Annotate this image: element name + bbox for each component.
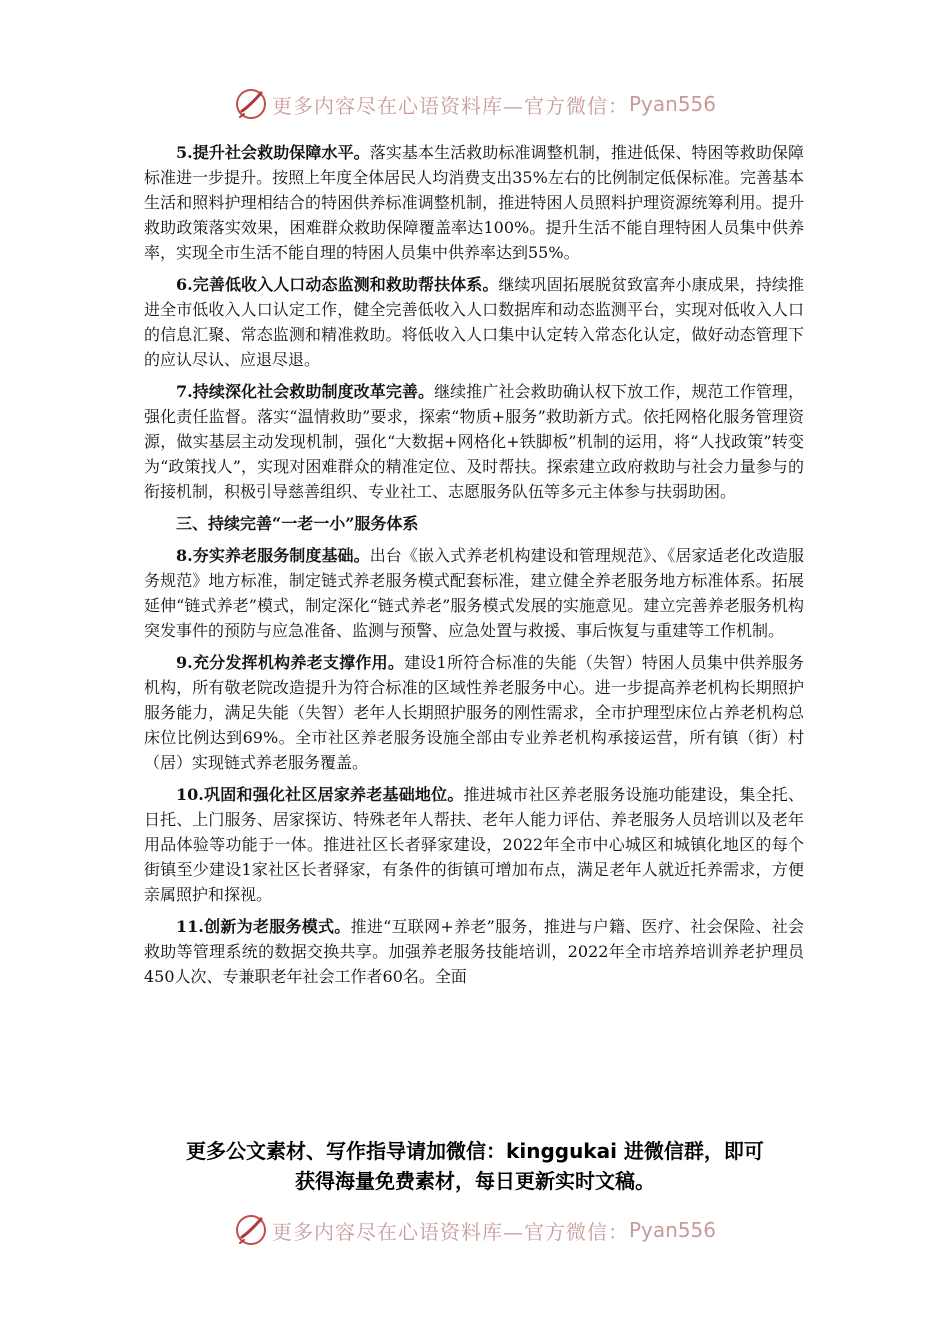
paragraph-text: 推进“互联网+养老”服务，推进与户籍、医疗、社会保险、社会救助等管理系统的数据交换共享。加强养老服务技能培训，2022年全市培养培训养老护理员450人次、专兼职老年社会工作者60名。全面 (144, 917, 804, 986)
footer-notice (130, 1136, 820, 1196)
paragraph-lead: 8.夯实养老服务制度基础。 (176, 546, 370, 565)
watermark-wechat-id: Pyan556 (628, 1218, 716, 1242)
paragraph-text: 继续推广社会救助确认权下放工作，规范工作管理，强化责任监督。落实“温情救助”要求，探索“物质+服务”救助新方式。依托网格化服务管理资源，做实基层主动发现机制，强化“大数据+网格化+铁脚板”机制的运用，将“人找政策”转变为“政策找人”，实现对困难群众的精准定位、及时帮扶。探索建立政府救助与社会力量参与的衔接机制，积极引导慈善组织、专业社工、志愿服务队伍等多元主体参与扶弱助困。 (144, 382, 804, 501)
paragraph-6 (144, 272, 804, 372)
paragraph-text: 推进城市社区养老服务设施功能建设，集全托、日托、上门服务、居家探访、特殊老年人帮扶、老年人能力评估、养老服务人员培训以及老年用品体验等功能于一体。推进社区长者驿家建设，2022年全市中心城区和城镇化地区的每个街镇至少建设1家社区长者驿家，有条件的街镇可增加布点，满足老年人就近托养需求，方便亲属照护和探视。 (144, 785, 804, 904)
section-heading: 三、持续完善“一老一小”服务体系 (176, 514, 419, 533)
paragraph-lead: 7.持续深化社会救助制度改革完善。 (176, 382, 435, 401)
watermark-text: 更多内容尽在心语资料库—官方微信： (271, 1219, 629, 1244)
paragraph-lead: 5.提升社会救助保障水平。 (176, 143, 370, 162)
paragraph-11 (144, 914, 804, 989)
paragraph-lead: 6.完善低收入人口动态监测和救助帮扶体系。 (176, 275, 499, 294)
paragraph-lead: 10.巩固和强化社区居家养老基础地位。 (176, 785, 464, 804)
paragraph-8 (144, 543, 804, 643)
watermark-header (0, 86, 950, 122)
paragraph-text: 落实基本生活救助标准调整机制，推进低保、特困等救助保障标准进一步提升。按照上年度全体居民人均消费支出35%左右的比例制定低保标准。完善基本生活和照料护理相结合的特困供养标准调整机制，推进特困人员照料护理资源统筹利用。提升救助政策落实效果，困难群众救助保障覆盖率达100%。提升生活不能自理特困人员集中供养率，实现全市生活不能自理的特困人员集中供养率达到55%。 (144, 143, 804, 262)
paragraph-lead: 9.充分发挥机构养老支撑作用。 (176, 653, 405, 672)
document-body (144, 140, 804, 996)
pen-logo-icon (234, 87, 268, 121)
paragraph-5 (144, 140, 804, 265)
footer-notice-line-2: 获得海量免费素材，每日更新实时文稿。 (295, 1169, 655, 1193)
paragraph-7 (144, 379, 804, 504)
watermark-text: 更多内容尽在心语资料库—官方微信： (271, 93, 629, 118)
paragraph-text: 出台《嵌入式养老机构建设和管理规范》、《居家适老化改造服务规范》地方标准，制定链式养老服务模式配套标准，建立健全养老服务地方标准体系。拓展延伸“链式养老”模式，制定深化“链式养老”服务模式发展的实施意见。建立完善养老服务机构突发事件的预防与应急准备、监测与预警、应急处置与救援、事后恢复与重建等工作机制。 (144, 546, 804, 640)
paragraph-lead: 11.创新为老服务模式。 (176, 917, 351, 936)
paragraph-text: 继续巩固拓展脱贫致富奔小康成果，持续推进全市低收入人口认定工作，健全完善低收入人口数据库和动态监测平台，实现对低收入人口的信息汇聚、常态监测和精准救助。将低收入人口集中认定转入常态化认定，做好动态管理下的应认尽认、应退尽退。 (144, 275, 804, 369)
paragraph-text: 建设1所符合标准的失能（失智）特困人员集中供养服务机构，所有敬老院改造提升为符合标准的区域性养老服务中心。进一步提高养老机构长期照护服务能力，满足失能（失智）老年人长期照护服务的刚性需求，全市护理型床位占养老机构总床位比例达到69%。全市社区养老服务设施全部由专业养老机构承接运营，所有镇（街）村（居）实现链式养老服务覆盖。 (144, 653, 804, 772)
paragraph-10 (144, 782, 804, 907)
paragraph-9 (144, 650, 804, 775)
watermark-wechat-id: Pyan556 (628, 92, 716, 116)
watermark-footer (0, 1212, 950, 1248)
pen-logo-icon (234, 1213, 268, 1247)
footer-notice-line-1: 更多公文素材、写作指导请加微信：kinggukai 进微信群，即可 (186, 1139, 764, 1163)
